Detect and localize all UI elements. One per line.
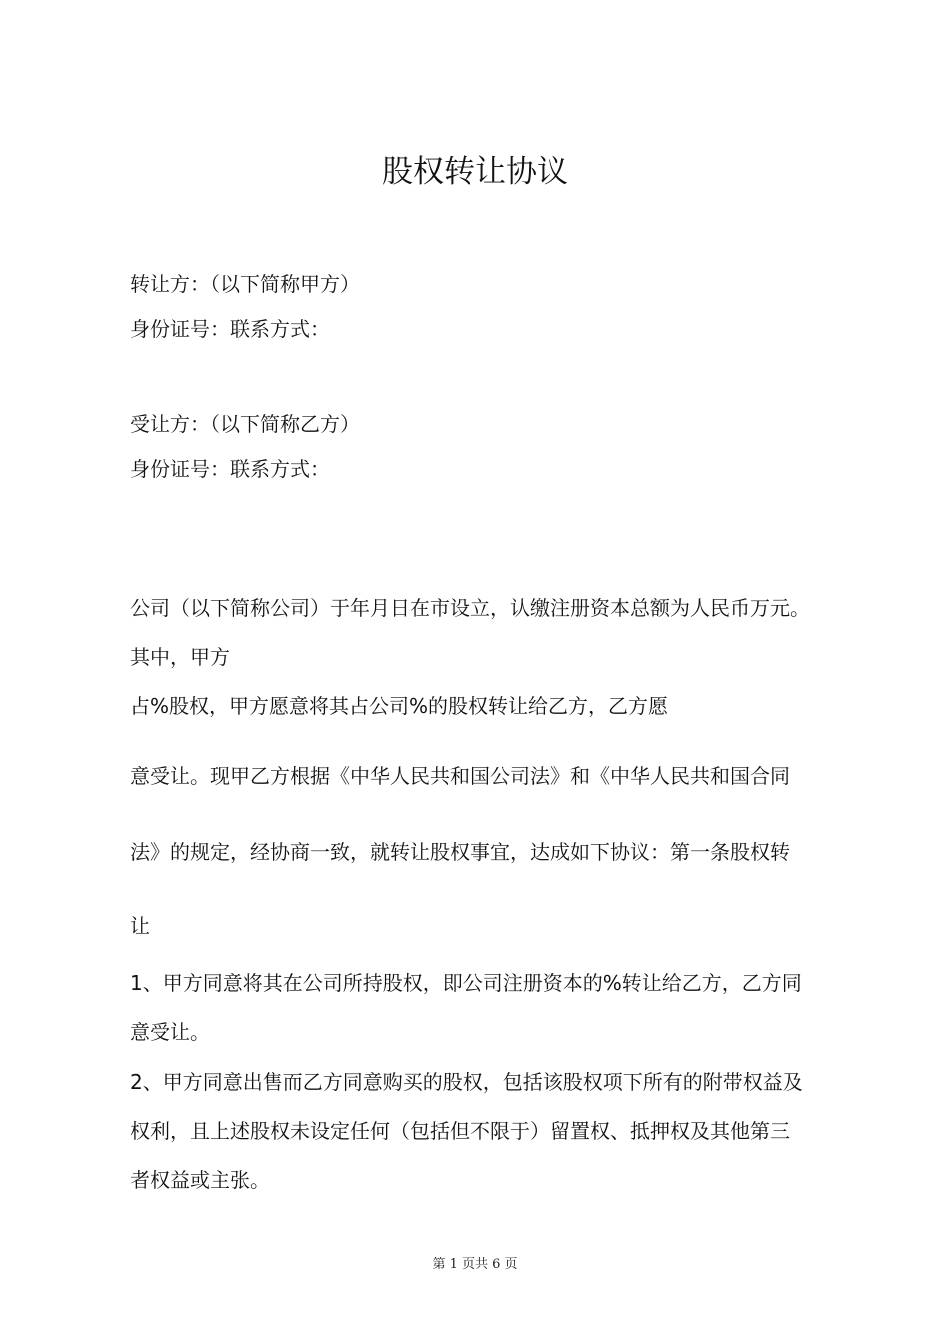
body-line: 意受让。现甲乙方根据《中华人民共和国公司法》和《中华人民共和国合同 bbox=[130, 764, 790, 788]
transferor-id-line: 身份证号：联系方式： bbox=[130, 317, 330, 341]
body-line: 2、甲方同意出售而乙方同意购买的股权，包括该股权项下所有的附带权益及 bbox=[130, 1070, 803, 1094]
body-line: 法》的规定，经协商一致，就转让股权事宜，达成如下协议：第一条股权转 bbox=[130, 840, 790, 864]
body-line: 公司（以下简称公司）于年月日在市设立，认缴注册资本总额为人民币万元。 bbox=[130, 596, 810, 620]
transferee-line: 受让方：（以下简称乙方） bbox=[130, 412, 360, 436]
body-line: 权利，且上述股权未设定任何（包括但不限于）留置权、抵押权及其他第三 bbox=[130, 1119, 790, 1143]
body-line: 让 bbox=[130, 914, 150, 938]
transferor-line: 转让方：（以下简称甲方） bbox=[130, 272, 360, 296]
body-line: 其中，甲方 bbox=[130, 645, 230, 669]
body-line: 占%股权，甲方愿意将其占公司%的股权转让给乙方，乙方愿 bbox=[130, 694, 669, 718]
transferee-id-line: 身份证号：联系方式： bbox=[130, 457, 330, 481]
page-footer: 第 1 页共 6 页 bbox=[432, 1257, 518, 1272]
document-title: 股权转让协议 bbox=[382, 154, 568, 190]
body-line: 1、甲方同意将其在公司所持股权，即公司注册资本的%转让给乙方，乙方同 bbox=[130, 971, 802, 995]
body-line: 者权益或主张。 bbox=[130, 1168, 270, 1192]
body-line: 意受让。 bbox=[130, 1020, 210, 1044]
